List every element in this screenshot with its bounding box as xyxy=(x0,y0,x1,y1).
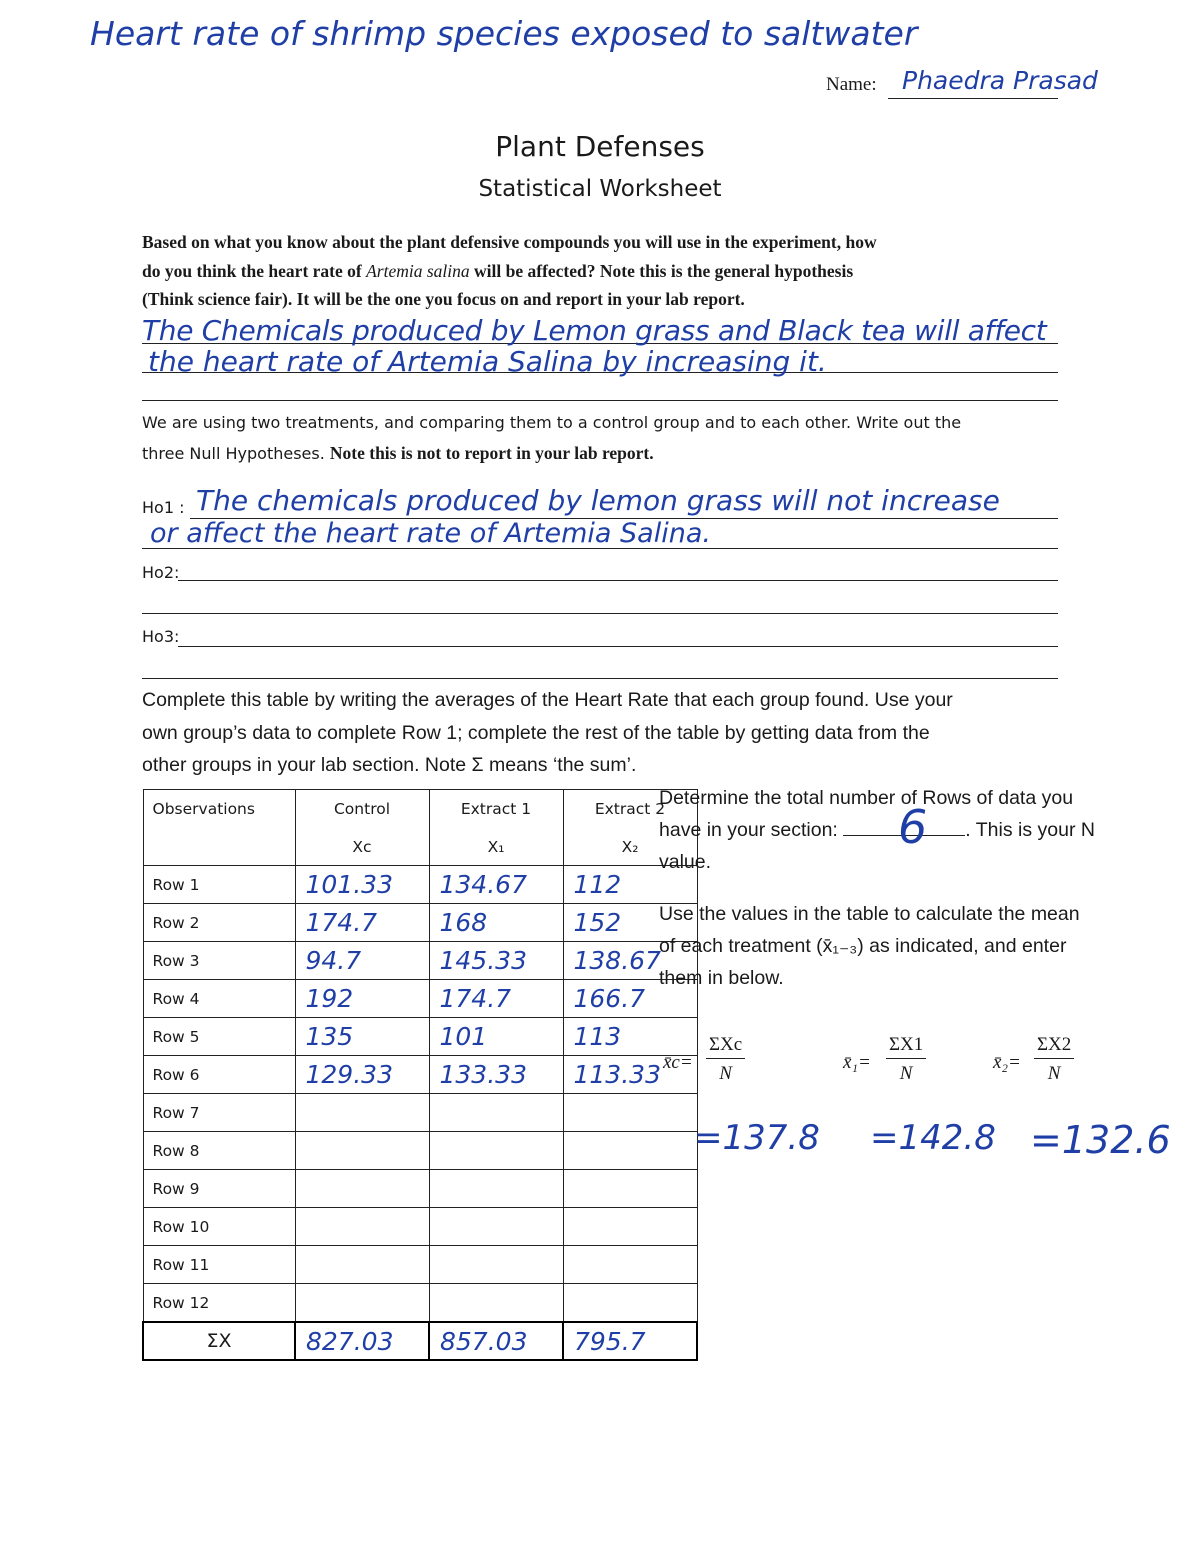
row-label: Row 8 xyxy=(143,1132,295,1170)
table-cell xyxy=(563,1284,697,1323)
row-label: Row 10 xyxy=(143,1208,295,1246)
table-cell xyxy=(429,1246,563,1284)
null-hypothesis-2-label: Ho2: xyxy=(142,563,180,582)
table-header-cell: Control xyxy=(295,790,429,829)
table-instructions-line: Complete this table by writing the averages of the Heart Rate that each group found. Use your xyxy=(142,689,953,711)
null-hypothesis-2-line xyxy=(142,613,1058,614)
table-cell xyxy=(295,1208,429,1246)
mean-formula-lhs: x̄₂= xyxy=(993,1052,1021,1073)
table-row xyxy=(143,1056,697,1094)
row-label: Row 3 xyxy=(143,942,295,980)
table-subheader-cell: X₂ xyxy=(563,828,697,866)
row-label: Row 12 xyxy=(143,1284,295,1323)
table-sum-row xyxy=(143,1322,697,1360)
hypothesis-prompt xyxy=(142,228,1082,314)
null-hypothesis-1-label: Ho1 : xyxy=(142,498,185,517)
mean-result: =137.8 xyxy=(694,1118,820,1158)
hypothesis-prompt-line: do you think the heart rate of Artemia salina will be affected? Note this is the general hypothesis xyxy=(142,260,854,281)
row-label: Row 5 xyxy=(143,1018,295,1056)
hypothesis-prompt-line: Based on what you know about the plant defensive compounds you will use in the experiment, how xyxy=(142,232,877,252)
table-cell xyxy=(563,1094,697,1132)
table-subheader-row xyxy=(143,828,697,866)
null-hypothesis-2-line xyxy=(178,580,1058,581)
table-cell: 94.7 xyxy=(295,942,429,980)
table-instructions xyxy=(142,684,1082,782)
table-cell xyxy=(295,1284,429,1323)
table-cell: 134.67 xyxy=(429,866,563,904)
table-subheader-cell: X₁ xyxy=(429,828,563,866)
table-cell xyxy=(429,1208,563,1246)
table-cell xyxy=(429,1284,563,1323)
table-cell xyxy=(563,1246,697,1284)
table-instructions-line: own group’s data to complete Row 1; complete the rest of the table by getting data from the xyxy=(142,721,930,744)
table-row xyxy=(143,1018,697,1056)
mean-result: =132.6 xyxy=(1030,1118,1171,1162)
table-cell xyxy=(429,1132,563,1170)
table-cell: 138.67 xyxy=(563,942,697,980)
rows-question-line: have in your section: . This is your N xyxy=(659,814,1159,846)
page-subtitle: Statistical Worksheet xyxy=(478,176,722,202)
handwritten-title: Heart rate of shrimp species exposed to saltwater xyxy=(90,14,918,53)
table-cell: 101.33 xyxy=(295,866,429,904)
table-header-cell: Extract 1 xyxy=(429,790,563,829)
mean-question xyxy=(659,898,1159,994)
mean-formula-fraction: ΣXc N xyxy=(706,1034,745,1085)
row-label: Row 9 xyxy=(143,1170,295,1208)
table-row xyxy=(143,1246,697,1284)
null-hypothesis-3-line xyxy=(178,646,1058,647)
mean-question-line: Use the values in the table to calculate the mean xyxy=(659,903,1080,925)
table-row xyxy=(143,904,697,942)
table-cell xyxy=(563,1170,697,1208)
null-hypothesis-1-line1: The chemicals produced by lemon grass will not increase xyxy=(196,484,1000,517)
table-header-row xyxy=(143,790,697,829)
table-cell: 168 xyxy=(429,904,563,942)
sum-label: ΣX xyxy=(143,1322,295,1360)
table-row xyxy=(143,1170,697,1208)
null-prompt-line: three Null Hypotheses. Note this is not to report in your lab report. xyxy=(142,443,654,463)
row-label: Row 4 xyxy=(143,980,295,1018)
name-underline xyxy=(888,98,1058,99)
sum-cell: 827.03 xyxy=(295,1322,429,1360)
data-table xyxy=(142,789,698,1361)
table-cell: 101 xyxy=(429,1018,563,1056)
hypothesis-prompt-line: (Think science fair). It will be the one you focus on and report in your lab report. xyxy=(142,289,745,309)
rows-question-line: Determine the total number of Rows of data you xyxy=(659,787,1074,809)
table-cell: 174.7 xyxy=(295,904,429,942)
row-label: Row 7 xyxy=(143,1094,295,1132)
table-cell xyxy=(295,1170,429,1208)
n-value: 6 xyxy=(898,800,928,854)
table-cell xyxy=(563,1132,697,1170)
page-title: Plant Defenses xyxy=(495,130,705,163)
table-cell: 133.33 xyxy=(429,1056,563,1094)
row-label: Row 2 xyxy=(143,904,295,942)
mean-result: =142.8 xyxy=(870,1118,996,1158)
table-cell: 152 xyxy=(563,904,697,942)
row-label: Row 11 xyxy=(143,1246,295,1284)
sum-cell: 795.7 xyxy=(563,1322,697,1360)
table-cell xyxy=(295,1132,429,1170)
table-cell: 166.7 xyxy=(563,980,697,1018)
row-label: Row 1 xyxy=(143,866,295,904)
null-prompt xyxy=(142,408,1082,469)
table-row xyxy=(143,1132,697,1170)
table-subheader-cell xyxy=(143,828,295,866)
table-cell: 174.7 xyxy=(429,980,563,1018)
table-cell xyxy=(563,1208,697,1246)
row-label: Row 6 xyxy=(143,1056,295,1094)
name-label: Name: xyxy=(826,74,877,95)
table-cell: 135 xyxy=(295,1018,429,1056)
null-hypothesis-3-label: Ho3: xyxy=(142,627,180,646)
null-hypothesis-1-line2: or affect the heart rate of Artemia Salina. xyxy=(150,518,711,549)
hypothesis-answer-line2: the heart rate of Artemia Salina by increasing it. xyxy=(148,345,827,378)
table-cell xyxy=(429,1170,563,1208)
table-row xyxy=(143,1094,697,1132)
hypothesis-answer-line1: The Chemicals produced by Lemon grass and Black tea will affect xyxy=(142,314,1047,347)
table-cell xyxy=(429,1094,563,1132)
sum-cell: 857.03 xyxy=(429,1322,563,1360)
answer-line xyxy=(142,400,1058,401)
mean-formula-fraction: $\frac{\Sigma X2}{N}$ xyxy=(1034,1034,1074,1085)
table-row xyxy=(143,866,697,904)
mean-formula-fraction: $\frac{\Sigma X1}{N}$ xyxy=(886,1034,926,1085)
table-instructions-line: other groups in your lab section. Note Σ means ‘the sum’. xyxy=(142,754,637,776)
null-hypothesis-3-line xyxy=(142,678,1058,679)
table-header-cell: Observations xyxy=(143,790,295,829)
table-row xyxy=(143,980,697,1018)
table-subheader-cell: Xc xyxy=(295,828,429,866)
table-row xyxy=(143,942,697,980)
rows-question-line: value. xyxy=(659,851,712,873)
mean-question-line: them in below. xyxy=(659,967,784,989)
table-cell xyxy=(295,1094,429,1132)
name-value: Phaedra Prasad xyxy=(902,66,1098,95)
table-row xyxy=(143,1208,697,1246)
mean-formula-lhs: x̄₁= xyxy=(843,1052,871,1073)
mean-formula-lhs: x̄c= xyxy=(663,1052,693,1073)
table-cell xyxy=(295,1246,429,1284)
null-prompt-line: We are using two treatments, and comparing them to a control group and to each other. Write out the xyxy=(142,413,962,432)
table-cell: 145.33 xyxy=(429,942,563,980)
table-header-cell: Extract 2 xyxy=(563,790,697,829)
table-cell: 192 xyxy=(295,980,429,1018)
table-row xyxy=(143,1284,697,1323)
table-cell: 113.33 xyxy=(563,1056,697,1094)
table-cell: 113 xyxy=(563,1018,697,1056)
table-cell: 129.33 xyxy=(295,1056,429,1094)
species-name: Artemia salina xyxy=(366,260,470,281)
table-cell: 112 xyxy=(563,866,697,904)
mean-question-line: of each treatment (x̄₁₋₃) as indicated, and enter xyxy=(659,935,1067,957)
